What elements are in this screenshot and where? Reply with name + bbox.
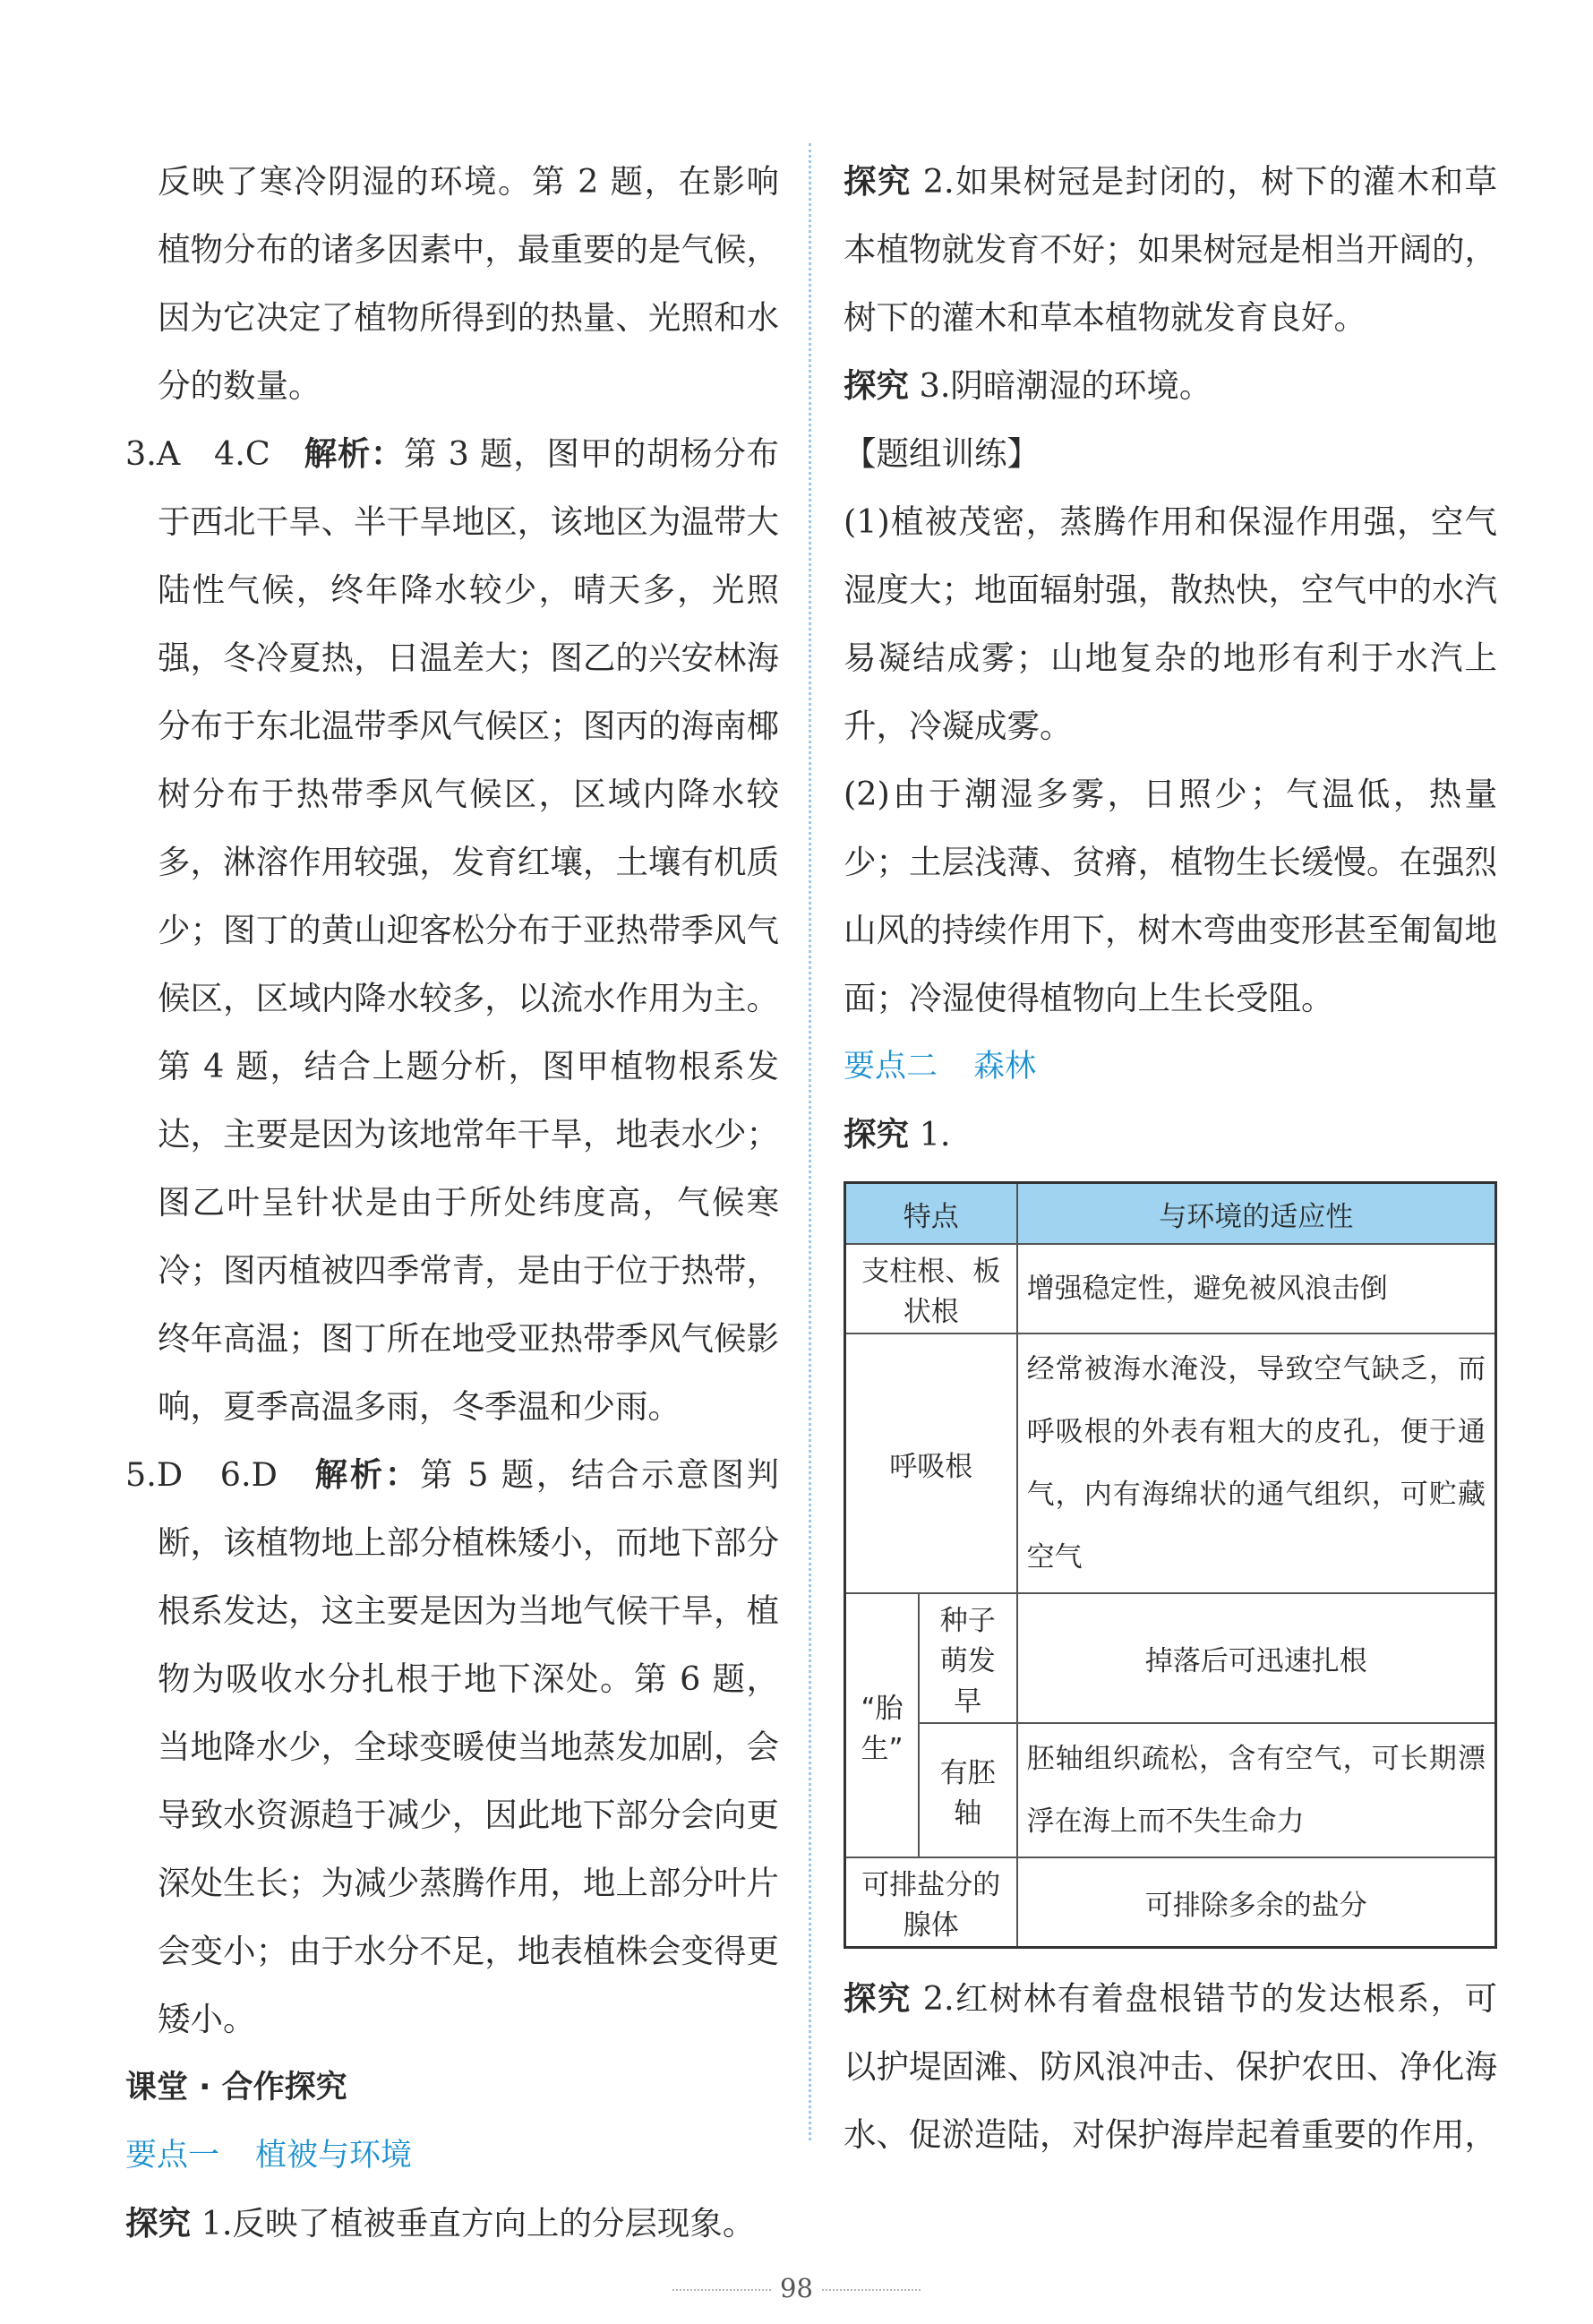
key-point-1-heading: 要点一 植被与环境 — [125, 2138, 413, 2174]
table-row — [845, 1723, 1496, 1857]
table-cell: 可排除多余的盐分 — [1017, 1857, 1496, 1948]
table-cell: 种子萌发早 — [919, 1593, 1017, 1723]
table-cell: 胚轴组织疏松，含有空气，可长期漂浮在海上而不失生命力 — [1017, 1723, 1496, 1857]
table-header-cell: 特点 — [845, 1183, 1017, 1245]
answer-5-6: 5.D 6.D 解析：第 5 题，结合示意图判断，该植物地上部分植株矮小，而地下部分根系发达，这主要是因为当地气候干旱，植物为吸收水分扎根于地下深处。第 6 题，当地降水少，全球变暖使当地蒸发加剧，会导致水资源趋于减少，因此地下部分会向更深处生长；为减少蒸腾作用，地上部分叶片会变小；由于水分不足，地表植株会变得更矮小。 — [125, 1455, 779, 2038]
table-cell: 可排盐分的腺体 — [845, 1857, 1017, 1948]
right-column — [844, 148, 1497, 2169]
table-cell: 支柱根、板状根 — [845, 1244, 1017, 1334]
table-cell: 呼吸根 — [845, 1334, 1017, 1593]
left-column — [125, 148, 779, 2258]
table-header-cell: 与环境的适应性 — [1017, 1183, 1496, 1245]
table-cell: 经常被海水淹没，导致空气缺乏，而呼吸根的外表有粗大的皮孔，便于通气，内有海绵状的通气组织，可贮藏空气 — [1017, 1334, 1496, 1593]
training-heading: 【题组训练】 — [844, 434, 1040, 473]
analysis-label: 解析： — [314, 1455, 420, 1494]
training-1: (1)植被茂密，蒸腾作用和保湿作用强，空气湿度大；地面辐射强，散热快，空气中的水汽易凝结成雾；山地复杂的地形有利于水汽上升，冷凝成雾。 — [844, 502, 1497, 745]
section-heading: 课堂 · 合作探究 — [125, 2070, 347, 2105]
explore-2-forest: 探究 2.红树林有着盘根错节的发达根系，可以护堤固滩、防风浪冲击、保护农田、净化海水、促淤造陆，对保护海岸起着重要的作用， — [844, 1979, 1497, 2154]
key-point-2-heading: 要点二 森林 — [844, 1049, 1037, 1085]
analysis-label: 解析： — [304, 434, 405, 473]
table-row — [845, 1857, 1496, 1948]
table-header-row — [845, 1183, 1496, 1245]
table-cell: 掉落后可迅速扎根 — [1017, 1593, 1496, 1723]
table-row — [845, 1593, 1496, 1723]
explore-3: 探究 3.阴暗潮湿的环境。 — [844, 366, 1212, 405]
explore-1: 探究 1.反映了植被垂直方向上的分层现象。 — [125, 2204, 756, 2243]
mangrove-adaptation-table — [844, 1181, 1497, 1949]
answer-paragraph-1: 反映了寒冷阴湿的环境。第 2 题，在影响植物分布的诸多因素中，最重要的是气候，因为它决定了植物所得到的热量、光照和水分的数量。 — [158, 162, 779, 405]
table-cell: 增强稳定性，避免被风浪击倒 — [1017, 1244, 1496, 1334]
answer-3-4: 3.A 4.C 解析：第 3 题，图甲的胡杨分布于西北干旱、半干旱地区，该地区为温带大陆性气候，终年降水较少，晴天多，光照强，冬冷夏热，日温差大；图乙的兴安林海分布于东北温带季风气候区；图丙的海南椰树分布于热带季风气候区，区域内降水较多，淋溶作用较强，发育红壤，土壤有机质少；图丁的黄山迎客松分布于亚热带季风气候区，区域内降水较多，以流水作用为主。第 4 题，结合上题分析，图甲植物根系发达，主要是因为该地常年干旱，地表水少；图乙叶呈针状是由于所处纬度高，气候寒冷；图丙植被四季常青，是由于位于热带，终年高温；图丁所在地受亚热带季风气候影响，夏季高温多雨，冬季温和少雨。 — [125, 434, 780, 1426]
table-cell: 有胚轴 — [919, 1723, 1017, 1857]
column-divider — [809, 143, 811, 2140]
page-number: 98 — [0, 2273, 1593, 2303]
explore-2: 探究 2.如果树冠是封闭的，树下的灌木和草本植物就发育不好；如果树冠是相当开阔的，树下的灌木和草本植物就发育良好。 — [844, 162, 1497, 337]
table-row — [845, 1334, 1496, 1593]
table-row — [845, 1244, 1496, 1334]
explore-1-forest: 探究 1. — [844, 1115, 951, 1153]
table-cell: “胎生” — [845, 1593, 920, 1857]
training-2: (2)由于潮湿多雾，日照少；气温低，热量少；土层浅薄、贫瘠，植物生长缓慢。在强烈山风的持续作用下，树木弯曲变形甚至匍匐地面；冷湿使得植物向上生长受阻。 — [844, 775, 1497, 1017]
